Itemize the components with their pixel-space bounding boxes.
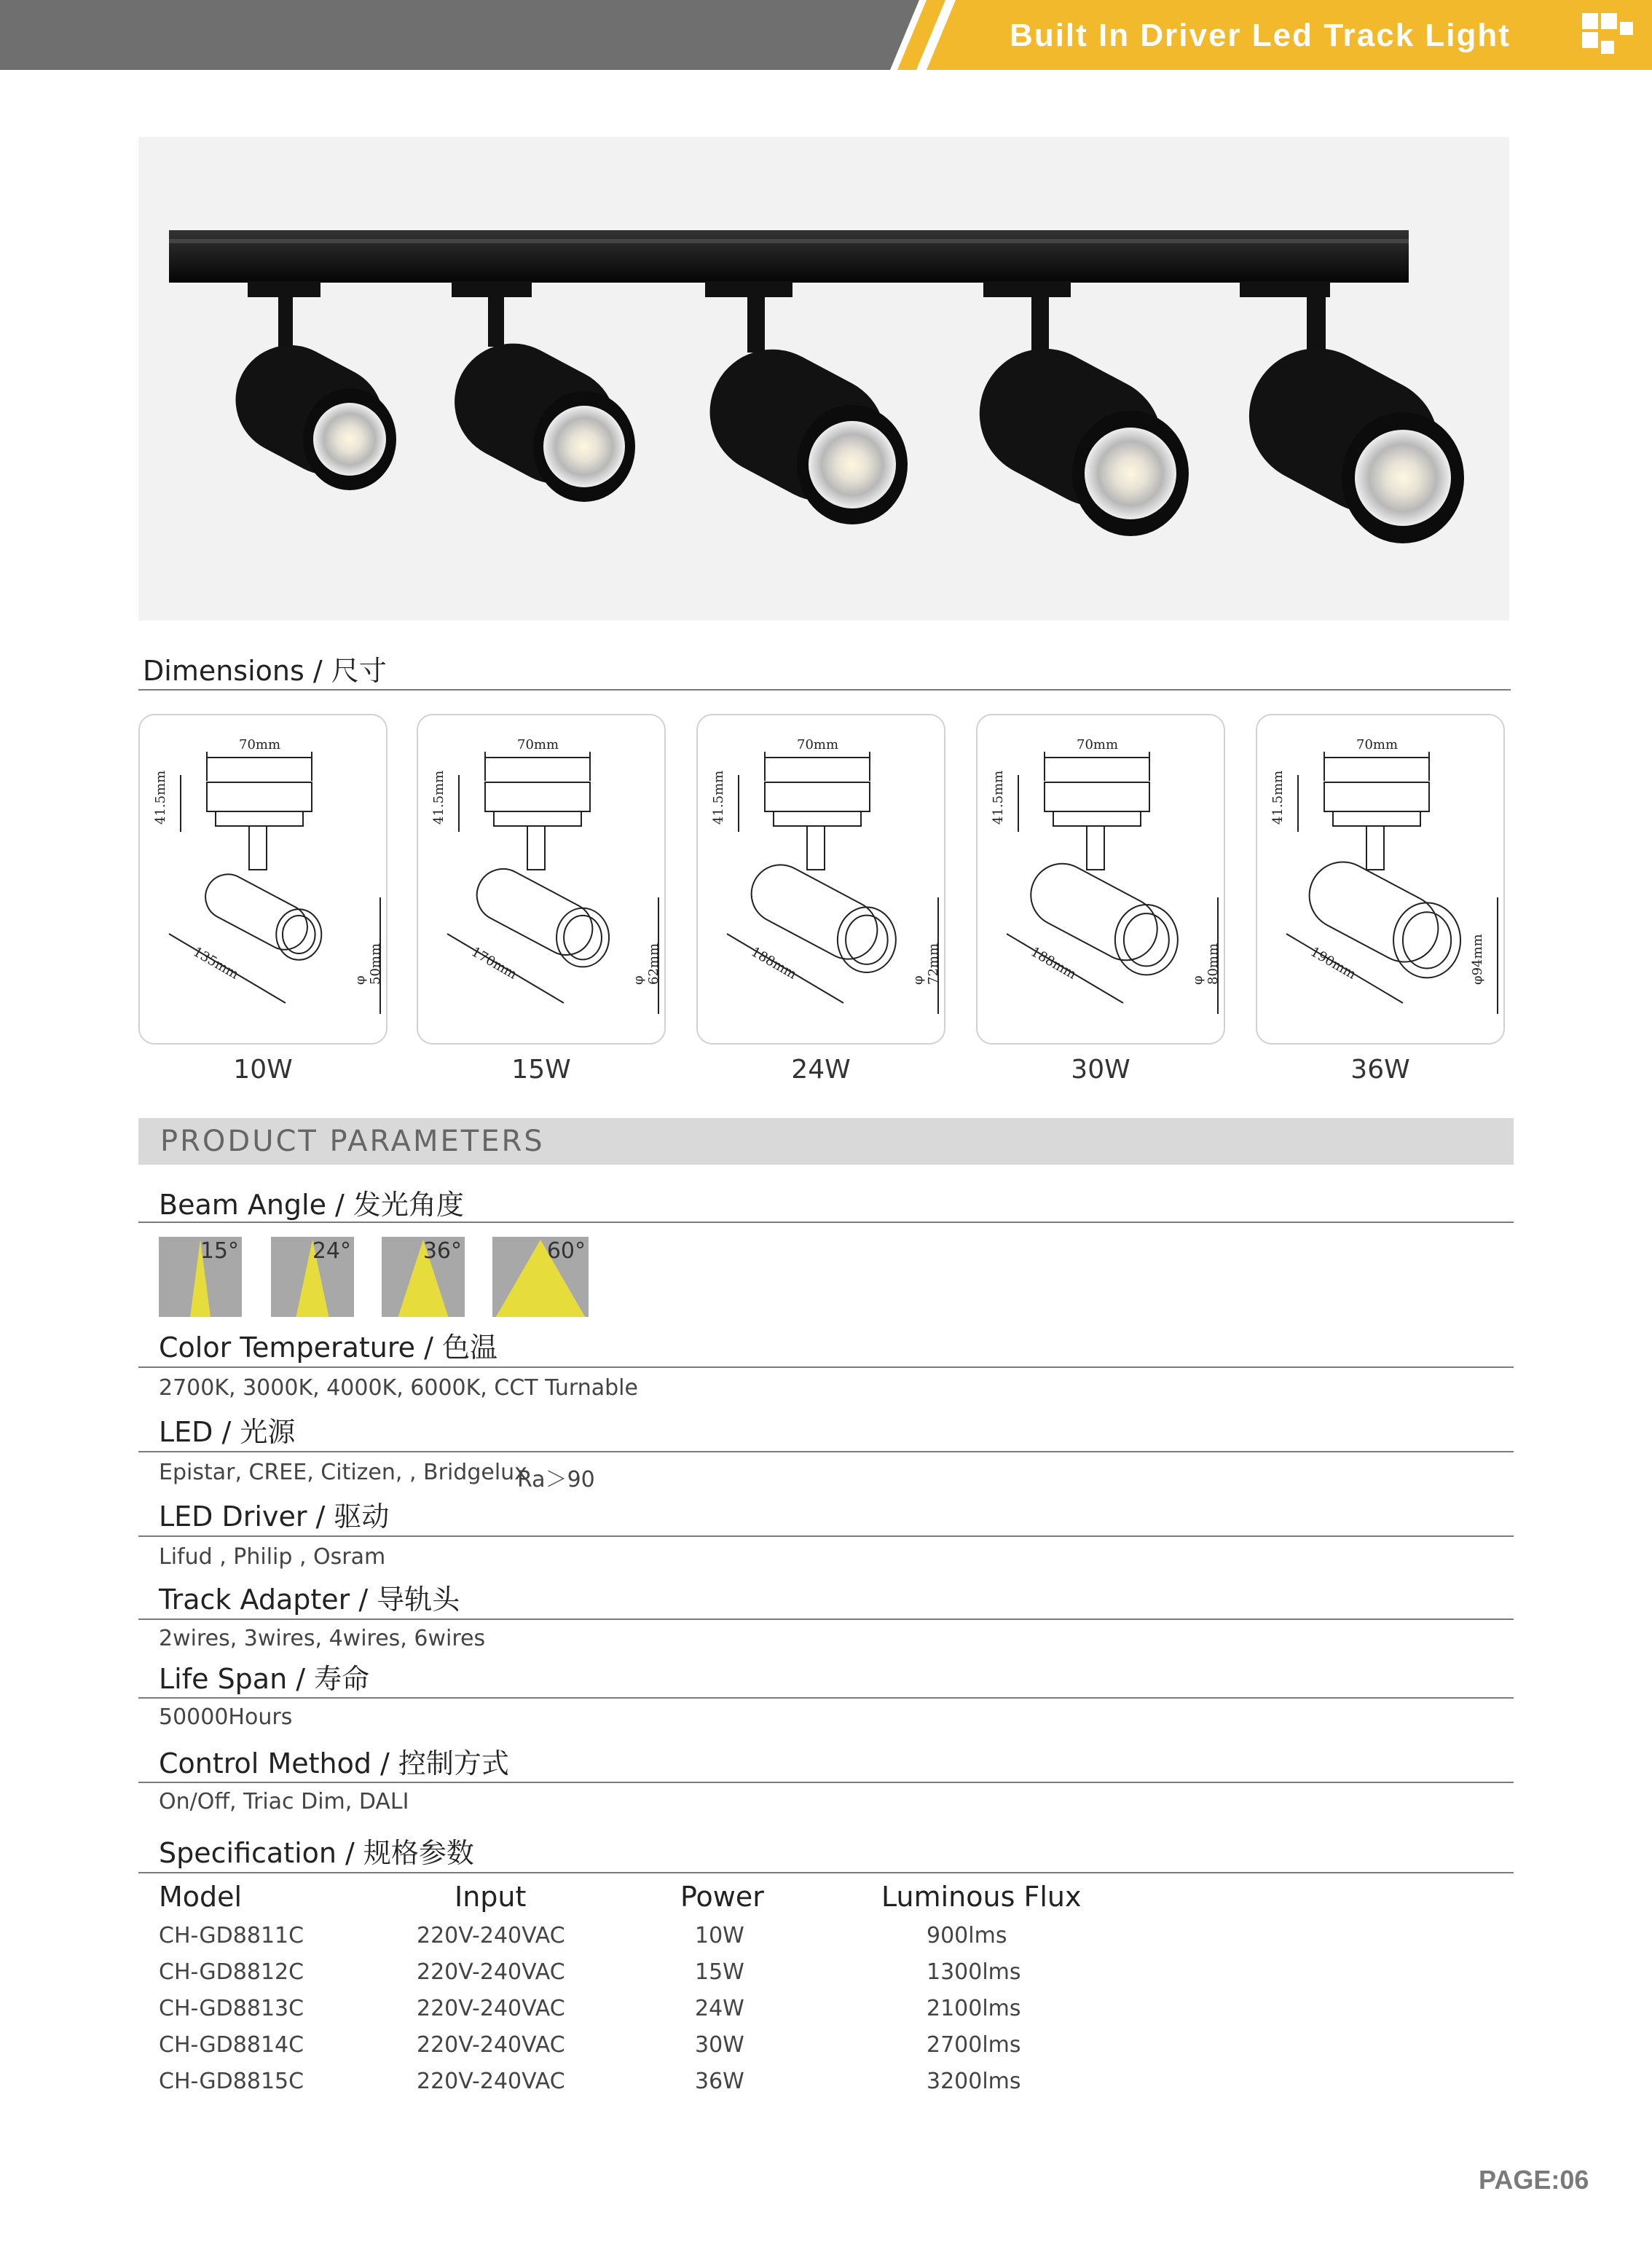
dim-width-label: 70mm (797, 737, 839, 752)
dim-length-label: 135mm (190, 944, 242, 983)
spec-cell: 2700lms (927, 2032, 1021, 2058)
page-title: Built In Driver Led Track Light (1010, 17, 1511, 53)
dim-length-label: 188mm (748, 944, 800, 983)
led-driver-value: Lifud , Philip , Osram (159, 1544, 386, 1570)
led-driver-label: LED Driver / 驱动 (159, 1500, 390, 1533)
spec-cell: CH-GD8814C (159, 2032, 304, 2058)
spec-cell: 10W (695, 1923, 744, 1948)
dim-height-label: 41.5mm (991, 770, 1006, 825)
divider (138, 1535, 1514, 1537)
beam-angle-value: 36° (422, 1238, 462, 1264)
color-temperature-label: Color Temperature / 色温 (159, 1332, 497, 1364)
divider (138, 1451, 1514, 1452)
beam-angle-icon (382, 1237, 465, 1317)
parameters-title: PRODUCT PARAMETERS (160, 1125, 545, 1158)
spec-cell: 220V-240VAC (417, 1923, 565, 1948)
dim-length-label: 170mm (468, 944, 520, 983)
spec-column-header: Power (680, 1881, 764, 1913)
spec-column-header: Model (159, 1881, 243, 1913)
spec-cell: CH-GD8812C (159, 1959, 304, 1985)
dim-length-label: 190mm (1307, 944, 1359, 983)
track-adapter-value: 2wires, 3wires, 4wires, 6wires (159, 1626, 486, 1651)
divider (138, 1618, 1514, 1620)
beam-angle-value: 15° (200, 1238, 239, 1264)
spec-cell: 3200lms (927, 2069, 1021, 2094)
dimension-watt-label: 36W (1350, 1055, 1410, 1085)
dimension-card (417, 714, 666, 1045)
beam-angle-icon (271, 1237, 354, 1317)
dimension-watt-label: 10W (233, 1055, 293, 1085)
beam-angle-icon (492, 1237, 589, 1317)
specification-label: Specification / 规格参数 (159, 1837, 474, 1869)
spec-cell: 15W (695, 1959, 744, 1985)
product-photo (138, 137, 1509, 621)
led-value: Epistar, CREE, Citizen, , Bridgelux (159, 1460, 527, 1485)
dim-width-label: 70mm (1077, 737, 1119, 752)
spec-cell: 1300lms (927, 1959, 1021, 1985)
page-number: PAGE:06 (1479, 2165, 1589, 2195)
spec-cell: 220V-240VAC (417, 1959, 565, 1985)
dimension-drawing (978, 715, 1224, 1043)
spec-cell: 220V-240VAC (417, 2032, 565, 2058)
dimension-card (1256, 714, 1505, 1045)
color-temperature-value: 2700K, 3000K, 4000K, 6000K, CCT Turnable (159, 1375, 638, 1401)
dimension-card (696, 714, 945, 1045)
dim-height-label: 41.5mm (153, 770, 168, 825)
dimension-card (976, 714, 1225, 1045)
dim-length-label: 188mm (1028, 944, 1079, 983)
dim-diameter-label: φ 62mm (631, 943, 661, 985)
led-label: LED / 光源 (159, 1416, 296, 1448)
spec-cell: 36W (695, 2069, 744, 2094)
dimension-drawing (1257, 715, 1503, 1043)
spec-cell: CH-GD8813C (159, 1996, 304, 2021)
spec-column-header: Input (455, 1881, 527, 1913)
dimension-drawing (140, 715, 386, 1043)
control-method-label: Control Method / 控制方式 (159, 1747, 509, 1779)
spec-cell: 2100lms (927, 1996, 1021, 2021)
dim-width-label: 70mm (517, 737, 559, 752)
dimension-watt-label: 15W (511, 1055, 571, 1085)
life-span-value: 50000Hours (159, 1704, 293, 1730)
track-lights-illustration (138, 137, 1509, 621)
led-ra-value: Ra＞90 (517, 1467, 595, 1492)
beam-angle-value: 24° (312, 1238, 351, 1264)
track-adapter-label: Track Adapter / 导轨头 (159, 1584, 460, 1616)
life-span-label: Life Span / 寿命 (159, 1663, 370, 1695)
dimension-watt-label: 24W (791, 1055, 851, 1085)
beam-angle-label: Beam Angle / 发光角度 (159, 1189, 464, 1221)
spec-cell: 24W (695, 1996, 744, 2021)
dim-height-label: 41.5mm (1270, 770, 1286, 825)
dim-width-label: 70mm (239, 737, 281, 752)
divider (138, 1366, 1514, 1368)
dim-height-label: 41.5mm (431, 770, 447, 825)
beam-angle-icon (159, 1237, 242, 1317)
dim-diameter-label: φ94mm (1470, 934, 1485, 985)
divider (138, 689, 1511, 691)
divider (138, 1222, 1514, 1223)
dimension-watt-label: 30W (1071, 1055, 1130, 1085)
spec-column-header: Luminous Flux (881, 1881, 1082, 1913)
control-method-value: On/Off, Triac Dim, DALI (159, 1789, 409, 1814)
divider (138, 1872, 1514, 1873)
spec-cell: 220V-240VAC (417, 2069, 565, 2094)
spec-cell: CH-GD8815C (159, 2069, 304, 2094)
spec-cell: 30W (695, 2032, 744, 2058)
dim-diameter-label: φ 50mm (353, 943, 383, 985)
spec-cell: CH-GD8811C (159, 1923, 304, 1948)
dimensions-title: Dimensions / 尺寸 (143, 655, 387, 687)
spec-cell: 900lms (927, 1923, 1007, 1948)
dimension-drawing (418, 715, 664, 1043)
dimension-drawing (698, 715, 944, 1043)
dimension-card (138, 714, 388, 1045)
spec-cell: 220V-240VAC (417, 1996, 565, 2021)
divider (138, 1697, 1514, 1699)
dim-diameter-label: φ 80mm (1190, 943, 1221, 985)
dim-width-label: 70mm (1356, 737, 1399, 752)
dim-diameter-label: φ 72mm (910, 943, 941, 985)
beam-angle-value: 60° (546, 1238, 586, 1264)
dim-height-label: 41.5mm (711, 770, 726, 825)
divider (138, 1782, 1514, 1783)
